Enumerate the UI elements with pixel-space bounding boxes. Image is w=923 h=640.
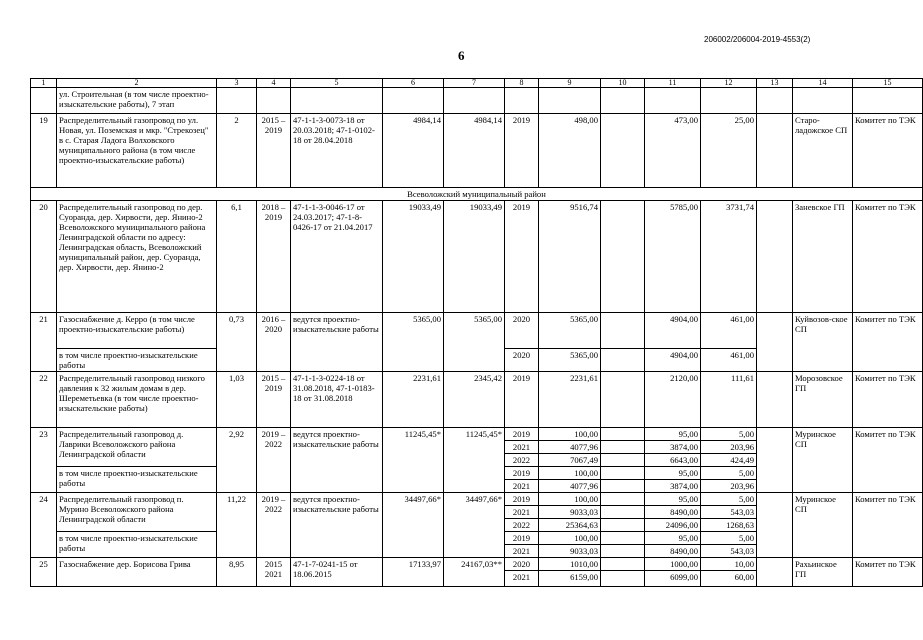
amount: 25364,63 (539, 519, 601, 532)
regional-budget: 95,00 (645, 532, 701, 545)
subrow-label: в том числе проектно-изыскательские работы (57, 532, 217, 558)
length: 1,03 (217, 372, 257, 428)
subrow-label: в том числе проектно-изыскательские работы (57, 467, 217, 493)
responsible: Комитет по ТЭК (853, 201, 923, 313)
year: 2019 (505, 493, 539, 506)
object-name: Распределительный газопровод п. Мурино Всеволожского района Ленинградской области (57, 493, 217, 532)
amount: 100,00 (539, 467, 601, 480)
object-name: ул. Строительная (в том числе проектно-изыскательские работы), 7 этап (57, 88, 217, 114)
object-name: Распределительный газопровод низкого давления к 32 жилым домам в дер. Шереметьевка (в том числе проектно-изыскательские работы) (57, 372, 217, 428)
col-number: 7 (444, 79, 505, 88)
years: 2015 – 2019 (257, 114, 291, 188)
length: 8,95 (217, 558, 257, 587)
table-row (31, 493, 923, 506)
local-budget: 1268,63 (701, 519, 757, 532)
years: 2016 – 2020 (257, 313, 291, 372)
settlement: Старо-ладожское СП (793, 114, 853, 188)
documents: ведутся проектно-изыскательские работы (291, 493, 383, 558)
document-id: 206002/206004-2019-4553(2) (704, 35, 811, 44)
regional-budget: 4904,00 (645, 313, 701, 349)
column-number-row (31, 79, 923, 88)
cost-estimate: 34497,66* (444, 493, 505, 558)
col-number: 11 (645, 79, 701, 88)
col-number: 13 (757, 79, 793, 88)
regional-budget: 6099,00 (645, 571, 701, 587)
local-budget: 424,49 (701, 454, 757, 467)
year: 2019 (505, 467, 539, 480)
regional-budget: 6643,00 (645, 454, 701, 467)
col-number: 15 (853, 79, 923, 88)
page-number: 6 (458, 48, 465, 63)
years: 2015 – 2019 (257, 372, 291, 428)
regional-budget: 473,00 (645, 114, 701, 188)
col-number: 3 (217, 79, 257, 88)
local-budget: 3731,74 (701, 201, 757, 313)
table-row (31, 558, 923, 571)
col-number: 1 (31, 79, 57, 88)
local-budget: 203,96 (701, 480, 757, 493)
subrow-label: в том числе проектно-изыскательские работы (57, 349, 217, 372)
table-row (31, 428, 923, 441)
year: 2022 (505, 519, 539, 532)
cost-estimate: 11245,45* (444, 428, 505, 493)
local-budget: 203,96 (701, 441, 757, 454)
object-name: Газоснабжение д. Керро (в том числе проектно-изыскательские работы) (57, 313, 217, 349)
settlement: Муринское СП (793, 428, 853, 493)
amount: 5365,00 (539, 313, 601, 349)
responsible: Комитет по ТЭК (853, 313, 923, 372)
amount: 5365,00 (539, 349, 601, 372)
cost-estimate: 19033,49 (444, 201, 505, 313)
cost-total: 2231,61 (383, 372, 444, 428)
responsible: Комитет по ТЭК (853, 428, 923, 493)
local-budget: 5,00 (701, 493, 757, 506)
col-number: 6 (383, 79, 444, 88)
local-budget: 5,00 (701, 467, 757, 480)
year: 2019 (505, 201, 539, 313)
amount: 9033,03 (539, 506, 601, 519)
cost-estimate: 4984,14 (444, 114, 505, 188)
amount: 4077,96 (539, 441, 601, 454)
responsible: Комитет по ТЭК (853, 493, 923, 558)
local-budget: 10,00 (701, 558, 757, 571)
settlement: Заневское ГП (793, 201, 853, 313)
settlement: Муринское СП (793, 493, 853, 558)
local-budget: 60,00 (701, 571, 757, 587)
year: 2022 (505, 454, 539, 467)
year: 2019 (505, 532, 539, 545)
documents: 47-1-7-0241-15 от 18.06.2015 (291, 558, 383, 587)
settlement: Морозовское ГП (793, 372, 853, 428)
object-name: Распределительный газопровод д. Лаврики Всеволожского района Ленинградской области (57, 428, 217, 467)
section-title: Всеволожский муниципальный район (31, 188, 923, 201)
amount: 4077,96 (539, 480, 601, 493)
regional-budget: 24096,00 (645, 519, 701, 532)
object-name: Распределительный газопровод по дер. Суоранда, дер. Хирвости, дер. Янино-2 Всеволожского муниципального района Ленинградской области по адресу: Ленинградская область, Всеволожский муниципальный район, дер. Суоранда, дер. Хирвости, дер. Янино-2 (57, 201, 217, 313)
cost-estimate: 2345,42 (444, 372, 505, 428)
years: 2019 – 2022 (257, 493, 291, 558)
years: 2015 2021 (257, 558, 291, 587)
local-budget: 461,00 (701, 313, 757, 349)
regional-budget: 3874,00 (645, 441, 701, 454)
cost-total: 19033,49 (383, 201, 444, 313)
amount: 7067,49 (539, 454, 601, 467)
year: 2019 (505, 114, 539, 188)
col-number: 14 (793, 79, 853, 88)
section-row (31, 188, 923, 201)
table-row (31, 88, 923, 114)
years: 2018 – 2019 (257, 201, 291, 313)
row-number: 25 (31, 558, 57, 587)
regional-budget: 3874,00 (645, 480, 701, 493)
amount: 100,00 (539, 532, 601, 545)
row-number: 23 (31, 428, 57, 493)
col-number: 10 (601, 79, 645, 88)
year: 2020 (505, 313, 539, 349)
local-budget: 461,00 (701, 349, 757, 372)
regional-budget: 2120,00 (645, 372, 701, 428)
year: 2020 (505, 558, 539, 571)
col-number: 2 (57, 79, 217, 88)
cost-estimate: 5365,00 (444, 313, 505, 372)
amount: 498,00 (539, 114, 601, 188)
responsible: Комитет по ТЭК (853, 558, 923, 587)
local-budget: 543,03 (701, 506, 757, 519)
row-number: 20 (31, 201, 57, 313)
amount: 9516,74 (539, 201, 601, 313)
row-number: 22 (31, 372, 57, 428)
settlement: Куйвозов-ское СП (793, 313, 853, 372)
col-number: 12 (701, 79, 757, 88)
amount: 2231,61 (539, 372, 601, 428)
table-row (31, 372, 923, 428)
col-number: 4 (257, 79, 291, 88)
cost-total: 34497,66* (383, 493, 444, 558)
cost-total: 5365,00 (383, 313, 444, 372)
year: 2021 (505, 506, 539, 519)
local-budget: 25,00 (701, 114, 757, 188)
length: 0,73 (217, 313, 257, 372)
regional-budget: 8490,00 (645, 506, 701, 519)
local-budget: 111,61 (701, 372, 757, 428)
object-name: Распределительный газопровод по ул. Новая, ул. Поземская и мкр. "Стрекозец" в с. Старая Ладога Волховского муниципального района (в том числе проектно-изыскательские работы) (57, 114, 217, 188)
regional-budget: 5785,00 (645, 201, 701, 313)
amount: 6159,00 (539, 571, 601, 587)
cost-total: 17133,97 (383, 558, 444, 587)
responsible: Комитет по ТЭК (853, 114, 923, 188)
amount: 1010,00 (539, 558, 601, 571)
year: 2020 (505, 349, 539, 372)
year: 2019 (505, 372, 539, 428)
cost-total: 11245,45* (383, 428, 444, 493)
length: 6,1 (217, 201, 257, 313)
row-number: 21 (31, 313, 57, 372)
row-number: 24 (31, 493, 57, 558)
year: 2021 (505, 480, 539, 493)
documents: ведутся проектно-изыскательские работы (291, 428, 383, 493)
amount: 9033,03 (539, 545, 601, 558)
years: 2019 – 2022 (257, 428, 291, 493)
amount: 100,00 (539, 493, 601, 506)
regional-budget: 95,00 (645, 493, 701, 506)
length: 2 (217, 114, 257, 188)
settlement: Рахьинское ГП (793, 558, 853, 587)
regional-budget: 1000,00 (645, 558, 701, 571)
documents: 47-1-1-3-0224-18 от 31.08.2018, 47-1-0183-18 от 31.08.2018 (291, 372, 383, 428)
documents: 47-1-1-3-0046-17 от 24.03.2017; 47-1-8-0426-17 от 21.04.2017 (291, 201, 383, 313)
col-number: 5 (291, 79, 383, 88)
col-number: 8 (505, 79, 539, 88)
year: 2021 (505, 571, 539, 587)
length: 11,22 (217, 493, 257, 558)
regional-budget: 8490,00 (645, 545, 701, 558)
year: 2019 (505, 428, 539, 441)
responsible: Комитет по ТЭК (853, 372, 923, 428)
year: 2021 (505, 545, 539, 558)
col-number: 9 (539, 79, 601, 88)
local-budget: 543,03 (701, 545, 757, 558)
length: 2,92 (217, 428, 257, 493)
regional-budget: 95,00 (645, 428, 701, 441)
object-name: Газоснабжение дер. Борисова Грива (57, 558, 217, 587)
year: 2021 (505, 441, 539, 454)
cost-estimate: 24167,03** (444, 558, 505, 587)
local-budget: 5,00 (701, 428, 757, 441)
row-number: 19 (31, 114, 57, 188)
amount: 100,00 (539, 428, 601, 441)
table-row (31, 201, 923, 313)
documents: ведутся проектно-изыскательские работы (291, 313, 383, 372)
regional-budget: 4904,00 (645, 349, 701, 372)
local-budget: 5,00 (701, 532, 757, 545)
table-row (31, 313, 923, 349)
table-row (31, 114, 923, 188)
regional-budget: 95,00 (645, 467, 701, 480)
program-table (30, 78, 923, 587)
cost-total: 4984,14 (383, 114, 444, 188)
documents: 47-1-1-3-0073-18 от 20.03.2018; 47-1-0102-18 от 28.04.2018 (291, 114, 383, 188)
